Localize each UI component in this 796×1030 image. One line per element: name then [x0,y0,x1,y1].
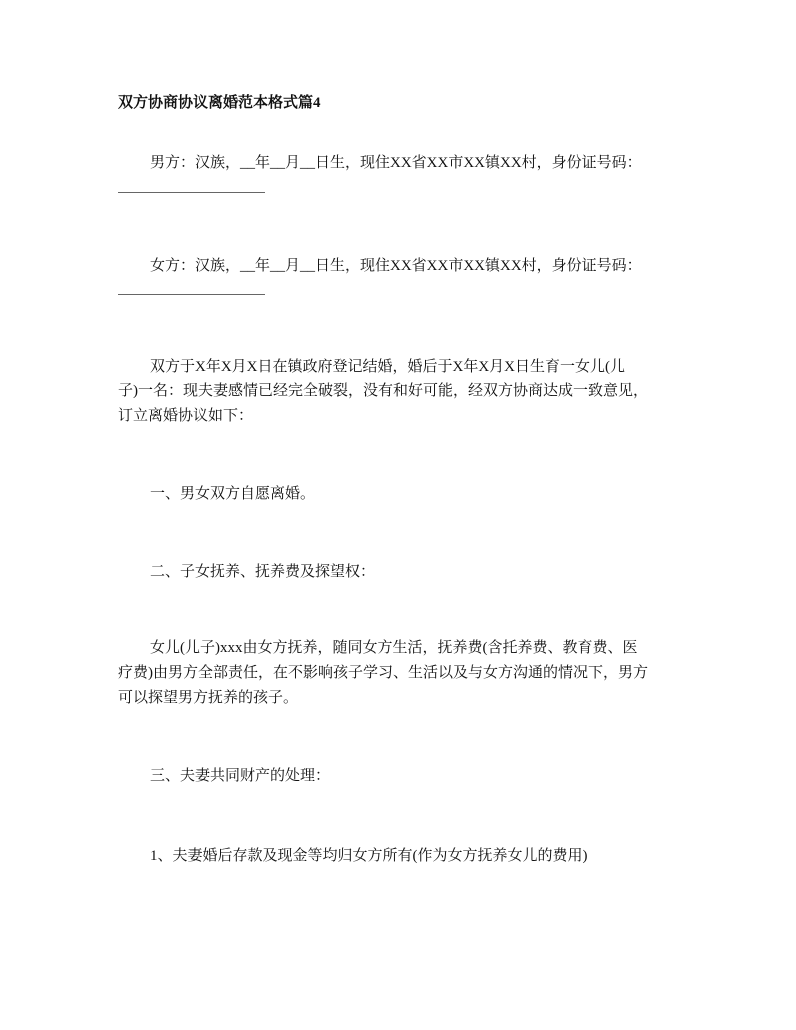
female-id-number-blank [118,294,265,295]
property-item-1: 1、夫妻婚后存款及现金等均归女方所有(作为女方抚养女儿的费用) [150,848,588,864]
clause-1-heading: 一、男女双方自愿离婚。 [150,486,316,502]
intro-line: 双方于X年X月X日在镇政府登记结婚，婚后于X年X月X日生育一女儿(儿 [150,359,625,375]
clause-2-heading: 二、子女抚养、抚养费及探望权： [150,564,376,580]
clause-3-heading: 三、夫妻共同财产的处理： [150,768,331,784]
male-id-number-blank [118,192,265,193]
custody-line: 女儿(儿子)xxx由女方抚养，随同女方生活，抚养费(含托养费、教育费、医 [150,640,638,656]
custody-line: 可以探望男方抚养的孩子。 [118,690,299,706]
intro-line: 子)一名：现夫妻感情已经完全破裂，没有和好可能，经双方协商达成一致意见， [118,383,648,399]
female-party-line: 女方：汉族，__年__月__日生，现住XX省XX市XX镇XX村，身份证号码： [150,258,642,274]
male-party-line: 男方：汉族，__年__月__日生，现住XX省XX市XX镇XX村，身份证号码： [150,155,642,171]
custody-line: 疗费)由男方全部责任，在不影响孩子学习、生活以及与女方沟通的情况下，男方 [118,665,648,681]
intro-line: 订立离婚协议如下： [118,408,254,424]
document-title: 双方协商协议离婚范本格式篇4 [118,95,321,111]
